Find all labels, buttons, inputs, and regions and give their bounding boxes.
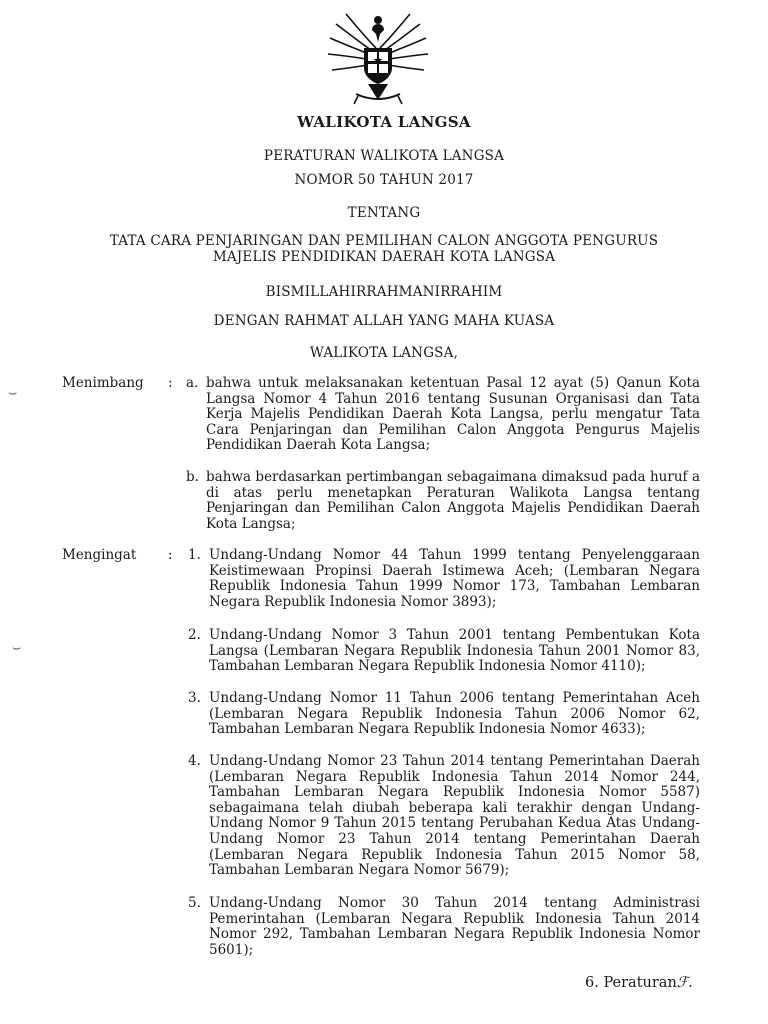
authority-line: WALIKOTA LANGSA, xyxy=(309,345,459,361)
item-text: Undang-Undang Nomor 44 Tahun 1999 tentang Penyelenggaraan Keistimewaan Propinsi Daerah Istimewa Aceh; (Lembaran Negara Republik Indonesia Tahun 1999 Nomor 173, Tambahan Lembaran Negara Republik Indonesia Nomor 3893); xyxy=(209,547,700,610)
item-marker: 4. xyxy=(188,753,201,769)
item-text: Undang-Undang Nomor 3 Tahun 2001 tentang Pembentukan Kota Langsa (Lembaran Negara Republik Indonesia Tahun 2001 Nomor 83, Tambahan Lembaran Negara Republik Indonesia Nomor 4110); xyxy=(209,627,700,675)
rahmat-line: DENGAN RAHMAT ALLAH YANG MAHA KUASA xyxy=(213,313,555,329)
item-text: bahwa untuk melaksanakan ketentuan Pasal 12 ayat (5) Qanun Kota Langsa Nomor 4 Tahun 2016 tentang Susunan Organisasi dan Tata Kerja Majelis Pendidikan Daerah Kota Langsa, perlu mengatur Tata Cara Penjaringan dan Pemilihan Calon Anggota Pengurus Majelis Pendidikan Daerah Kota Langsa; xyxy=(206,375,700,454)
menimbang-label: Menimbang xyxy=(62,375,144,391)
regulation-number: NOMOR 50 TAHUN 2017 xyxy=(294,172,474,188)
item-marker: 2. xyxy=(188,627,201,643)
item-text: Undang-Undang Nomor 23 Tahun 2014 tentang Pemerintahan Daerah (Lembaran Negara Republik Indonesia Tahun 2014 Nomor 244, Tambahan Lembaran Negara Republik Indonesia Nomor 5587) sebagaimana telah diubah beberapa kali terakhir dengan Undang-Undang Nomor 9 Tahun 2015 tentang Perubahan Kedua Atas Undang-Undang Nomor 23 Tahun 2014 tentang Pemerintahan Daerah (Lembaran Negara Republik Indonesia Tahun 2015 Nomor 58, Tambahan Lembaran Negara Nomor 5679); xyxy=(209,753,700,879)
about-heading: TENTANG xyxy=(347,205,421,221)
scan-mark-icon: ⌣ xyxy=(12,640,22,656)
item-marker: a. xyxy=(186,375,199,391)
mengingat-section xyxy=(0,548,768,968)
item-marker: b. xyxy=(186,469,199,485)
menimbang-section xyxy=(0,376,768,546)
item-marker: 5. xyxy=(188,895,201,911)
mengingat-colon: : xyxy=(168,547,173,563)
scan-mark-icon: ⌣ xyxy=(8,385,18,401)
menimbang-colon: : xyxy=(168,375,173,391)
document-heading: WALIKOTA LANGSA xyxy=(297,113,471,131)
item-marker: 3. xyxy=(188,690,201,706)
bismillah-line: BISMILLAHIRRAHMANIRRAHIM xyxy=(265,284,503,300)
mengingat-label: Mengingat xyxy=(62,547,137,563)
page-continuation xyxy=(585,975,693,991)
subject-line-1: TATA CARA PENJARINGAN DAN PEMILIHAN CALON ANGGOTA PENGURUS xyxy=(109,233,659,249)
item-marker: 1. xyxy=(188,547,201,563)
paraf-mark-icon: ℱ. xyxy=(676,975,693,991)
subject-line-2: MAJELIS PENDIDIKAN DAERAH KOTA LANGSA xyxy=(212,249,556,265)
item-text: bahwa berdasarkan pertimbangan sebagaimana dimaksud pada huruf a di atas perlu menetapkan Peraturan Walikota Langsa tentang Penjaringan dan Pemilihan Calon Anggota Majelis Pendidikan Daerah Kota Langsa; xyxy=(206,469,700,532)
regulation-type: PERATURAN WALIKOTA LANGSA xyxy=(263,148,505,164)
continuation-text: 6. Peraturan xyxy=(585,975,677,991)
item-text: Undang-Undang Nomor 30 Tahun 2014 tentang Administrasi Pemerintahan (Lembaran Negara Republik Indonesia Tahun 2014 Nomor 292, Tambahan Lembaran Negara Republik Indonesia Nomor 5601); xyxy=(209,895,700,958)
item-text: Undang-Undang Nomor 11 Tahun 2006 tentang Pemerintahan Aceh (Lembaran Negara Republik Indonesia Tahun 2006 Nomor 62, Tambahan Lembaran Negara Republik Indonesia Nomor 4633); xyxy=(209,690,700,738)
garuda-emblem-icon xyxy=(318,8,438,108)
